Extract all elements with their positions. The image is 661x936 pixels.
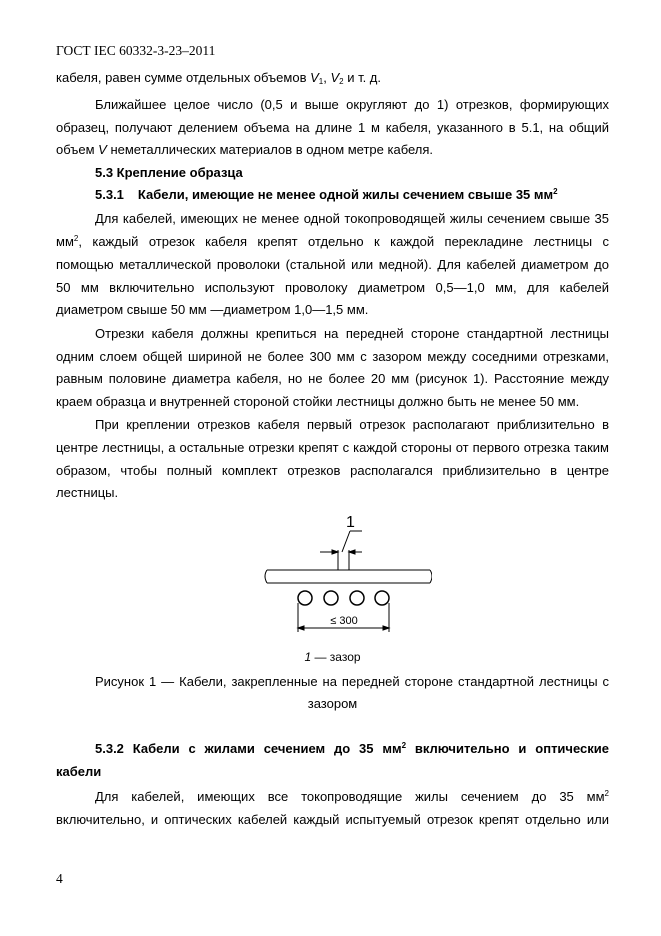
- paragraph-small-cables-line-1: [95, 788, 609, 806]
- figure-caption-line-1: Рисунок 1 — Кабели, закрепленные на передней стороне стандартной лестницы с: [95, 674, 609, 689]
- paragraph-large-cables-line-2: [56, 233, 609, 251]
- paragraph-volumes: [56, 69, 609, 87]
- section-heading-5-3-2-line-1: [95, 740, 609, 758]
- ladder-rung: [265, 570, 432, 583]
- paragraph-placement-line-1: При креплении отрезков кабеля первый отрезок располагают приблизительно в: [95, 417, 609, 432]
- cable-section: [324, 591, 338, 605]
- v1-subscript: 1: [318, 77, 324, 86]
- v1-letter: V: [310, 70, 319, 85]
- paragraph-small-cables-line-2: включительно, и оптических кабелей каждый испытуемый отрезок крепят отдельно или: [56, 812, 609, 827]
- superscript: 2: [401, 741, 407, 750]
- section-title: Кабели, имеющие не менее одной жилы сечением свыше 35 мм: [137, 187, 554, 202]
- figure-legend: [56, 648, 609, 666]
- paragraph-large-cables-line-1: Для кабелей, имеющих не менее одной токопроводящей жилы сечением свыше 35: [95, 211, 609, 226]
- section-title-cont: включительно и оптические: [406, 741, 609, 756]
- figure-cable-ladder: [262, 506, 432, 646]
- section-title: Кабели с жилами сечением до 35 мм: [132, 741, 402, 756]
- superscript: 2: [73, 234, 79, 243]
- text: неметаллических материалов в одном метре кабеля.: [106, 142, 434, 157]
- gap-dimension: [320, 531, 362, 570]
- separator: ,: [323, 70, 331, 85]
- paragraph-rounding-line-2: образец, получают делением объема на длине 1 м кабеля, указанного в 5.1, на общий: [56, 120, 609, 135]
- callout-number: 1: [346, 514, 355, 531]
- text: кабеля, равен сумме отдельных объемов: [56, 70, 311, 85]
- volume-letter: V: [98, 142, 107, 157]
- cable-sections: [298, 591, 389, 605]
- paragraph-mounting-line-4: краем образца и внутренней стороной стойки лестницы должно быть не менее 50 мм.: [56, 394, 580, 409]
- paragraph-mounting-line-1: Отрезки кабеля должны крепиться на передней стороне стандартной лестницы: [95, 326, 609, 341]
- unit: мм: [56, 234, 74, 249]
- paragraph-placement-line-4: лестницы.: [56, 485, 119, 500]
- paragraph-rounding-line-1: Ближайшее целое число (0,5 и выше округляют до 1) отрезков, формирующих: [95, 97, 609, 112]
- v2-subscript: 2: [339, 77, 344, 86]
- paragraph-mounting-line-3: равным половине диаметра кабеля, но не более 20 мм (рисунок 1). Расстояние между: [56, 371, 609, 386]
- cable-section: [298, 591, 312, 605]
- superscript: 2: [604, 789, 609, 798]
- dimension-label: ≤ 300: [330, 615, 358, 627]
- paragraph-mounting-line-2: одним слоем общей шириной не более 300 мм с зазором между соседними отрезками,: [56, 349, 609, 364]
- text: Для кабелей, имеющих все токопроводящие жилы сечением до 35 мм: [95, 789, 605, 804]
- paragraph-rounding-line-3: [56, 141, 609, 159]
- text: , каждый отрезок кабеля крепят отдельно к каждой перекладине лестницы с: [78, 234, 609, 249]
- section-heading-5-3: 5.3 Крепление образца: [95, 165, 243, 180]
- paragraph-large-cables-line-5: диаметром свыше 50 мм —диаметром 1,0—1,5 мм.: [56, 302, 369, 317]
- paragraph-placement-line-2: центре лестницы, а остальные отрезки крепят с каждой стороны от первого отрезка таким: [56, 440, 609, 455]
- legend-number: 1: [304, 650, 312, 664]
- figure-caption-line-2: зазором: [307, 696, 358, 711]
- section-number: 5.3.2: [95, 741, 124, 756]
- paragraph-large-cables-line-4: 50 мм включительно используют проволоку диаметром 0,5—1,0 мм, для кабелей: [56, 280, 609, 295]
- legend-text: — зазор: [311, 650, 361, 664]
- section-heading-5-3-1: [95, 186, 609, 204]
- paragraph-large-cables-line-3: помощью металлической проволоки (стальной или медной). Для кабелей диаметром до: [56, 257, 609, 272]
- superscript: 2: [553, 187, 558, 196]
- page-number: 4: [56, 871, 63, 886]
- v2-letter: V: [330, 70, 340, 85]
- section-number: 5.3.1: [95, 187, 124, 202]
- document-code: ГОСТ IEC 60332-3-23–2011: [56, 43, 216, 58]
- text: объем: [56, 142, 99, 157]
- section-heading-5-3-2-line-2: кабели: [56, 764, 102, 779]
- cable-section: [350, 591, 364, 605]
- cable-section: [375, 591, 389, 605]
- text: и т. д.: [343, 70, 381, 85]
- paragraph-placement-line-3: образом, чтобы полный комплект отрезков располагался приблизительно в центре: [56, 463, 609, 478]
